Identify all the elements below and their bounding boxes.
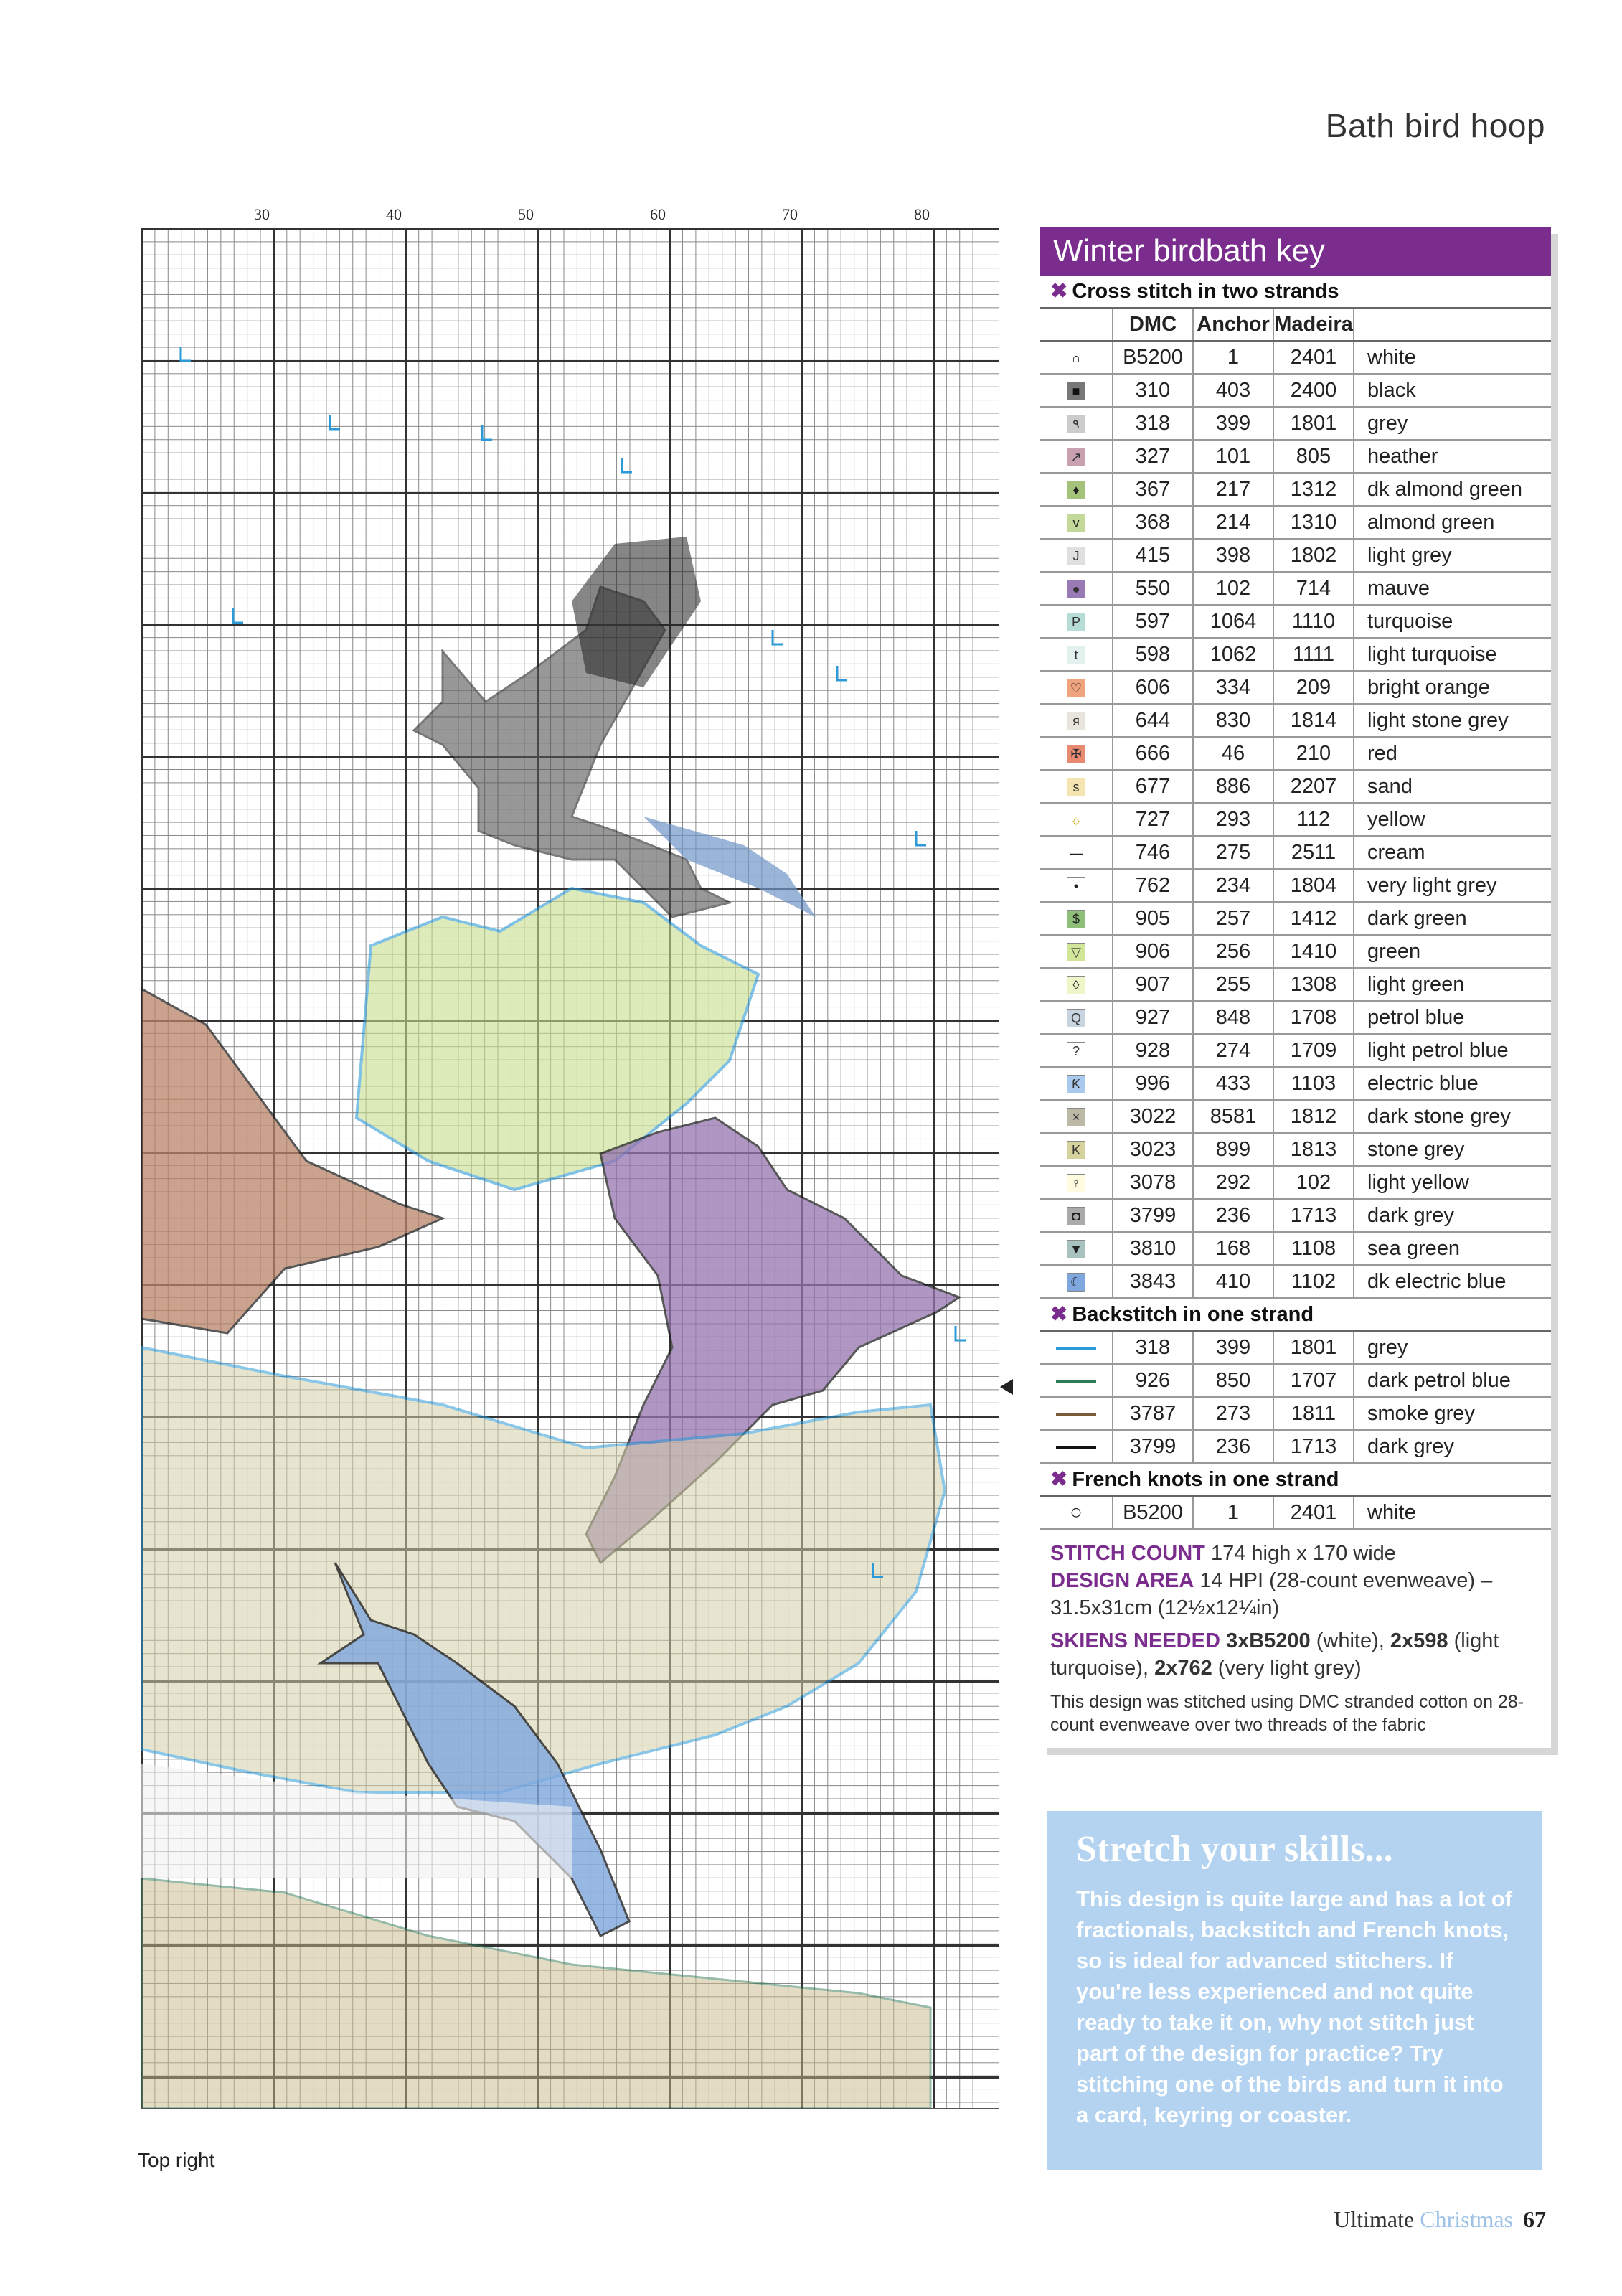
anchor-cell: 899: [1193, 1133, 1273, 1166]
colour-name-cell: yellow: [1354, 803, 1551, 836]
colour-name-cell: bright orange: [1354, 671, 1551, 704]
dmc-cell: 677: [1113, 770, 1193, 803]
colour-name-cell: electric blue: [1354, 1067, 1551, 1100]
colour-name-cell: light grey: [1354, 539, 1551, 572]
colour-name-cell: light yellow: [1354, 1166, 1551, 1199]
col-header: Madeira: [1273, 309, 1354, 341]
dmc-cell: 727: [1113, 803, 1193, 836]
anchor-cell: 293: [1193, 803, 1273, 836]
symbol-cell: [1040, 935, 1113, 968]
footer-brand-b: Christmas: [1420, 2206, 1513, 2232]
stitch-symbol-icon: ↗: [1067, 448, 1085, 466]
dmc-cell: 3799: [1113, 1430, 1193, 1463]
madeira-cell: 1802: [1273, 539, 1354, 572]
anchor-cell: 403: [1193, 374, 1273, 407]
madeira-cell: 1102: [1273, 1265, 1354, 1298]
madeira-cell: 1707: [1273, 1364, 1354, 1397]
key-row: [1040, 1001, 1551, 1034]
stitch-symbol-icon: ٩: [1067, 415, 1085, 433]
colour-name-cell: light stone grey: [1354, 704, 1551, 737]
key-row: [1040, 1265, 1551, 1298]
dmc-cell: 3843: [1113, 1265, 1193, 1298]
stitch-count: STITCH COUNT 174 high x 170 wide: [1050, 1542, 1396, 1565]
madeira-cell: 102: [1273, 1166, 1354, 1199]
backstitch-heading: ✖ Backstitch in one strand: [1040, 1299, 1551, 1332]
key-row: [1040, 1232, 1551, 1265]
colour-name-cell: sand: [1354, 770, 1551, 803]
key-row: [1040, 407, 1551, 440]
stitch-symbol-icon: K: [1067, 1141, 1085, 1159]
anchor-cell: 275: [1193, 836, 1273, 869]
dmc-cell: 3799: [1113, 1199, 1193, 1232]
design-info: [1040, 1530, 1551, 1736]
stitch-symbol-icon: ◘: [1067, 1207, 1085, 1225]
anchor-cell: 257: [1193, 902, 1273, 935]
backstitch-line-icon: [1056, 1413, 1096, 1416]
anchor-cell: 292: [1193, 1166, 1273, 1199]
symbol-cell: [1040, 605, 1113, 638]
colour-name-cell: light turquoise: [1354, 638, 1551, 671]
colour-name-cell: dark grey: [1354, 1199, 1551, 1232]
madeira-cell: 112: [1273, 803, 1354, 836]
anchor-cell: 399: [1193, 1332, 1273, 1364]
stitch-symbol-icon: ♀: [1067, 1174, 1085, 1192]
key-row: [1040, 671, 1551, 704]
madeira-cell: 2401: [1273, 1497, 1354, 1529]
key-row: [1040, 1100, 1551, 1133]
stitch-symbol-icon: ∩: [1067, 349, 1085, 367]
symbol-cell: [1040, 1166, 1113, 1199]
madeira-cell: 1811: [1273, 1397, 1354, 1430]
madeira-cell: 1713: [1273, 1430, 1354, 1463]
col-header: DMC: [1113, 309, 1193, 341]
key-row: [1040, 968, 1551, 1001]
anchor-cell: 8581: [1193, 1100, 1273, 1133]
dmc-cell: 762: [1113, 869, 1193, 902]
backstitch-line-icon: [1056, 1347, 1096, 1350]
stitch-symbol-icon: ?: [1067, 1042, 1085, 1060]
stitch-symbol-icon: Q: [1067, 1009, 1085, 1027]
column-number: 70: [782, 205, 798, 223]
key-row: [1040, 737, 1551, 770]
anchor-cell: 1062: [1193, 638, 1273, 671]
dmc-cell: 927: [1113, 1001, 1193, 1034]
cross-stitch-chart-grid: [141, 228, 999, 2109]
colour-name-cell: grey: [1354, 407, 1551, 440]
table-header-row: [1040, 309, 1551, 341]
colour-name-cell: smoke grey: [1354, 1397, 1551, 1430]
stitch-symbol-icon: •: [1067, 877, 1085, 895]
stitch-symbol-icon: ♡: [1067, 679, 1085, 697]
stitch-symbol-icon: $: [1067, 910, 1085, 928]
key-row: [1040, 473, 1551, 506]
key-row: [1040, 803, 1551, 836]
symbol-cell: [1040, 341, 1113, 374]
column-number: 80: [914, 205, 930, 223]
symbol-cell: [1040, 407, 1113, 440]
colour-name-cell: dark stone grey: [1354, 1100, 1551, 1133]
key-row: [1040, 704, 1551, 737]
madeira-cell: 1110: [1273, 605, 1354, 638]
anchor-cell: 46: [1193, 737, 1273, 770]
stitch-symbol-icon: ◊: [1067, 976, 1085, 994]
dmc-cell: 598: [1113, 638, 1193, 671]
anchor-cell: 101: [1193, 440, 1273, 473]
dmc-cell: 318: [1113, 407, 1193, 440]
page-number: 67: [1523, 2206, 1546, 2232]
stitch-symbol-icon: ✠: [1067, 745, 1085, 763]
dmc-cell: 996: [1113, 1067, 1193, 1100]
tip-box: [1047, 1811, 1542, 2170]
backstitch-line-icon: [1056, 1446, 1096, 1449]
key-row: [1040, 1034, 1551, 1067]
tip-title: Stretch your skills...: [1076, 1829, 1393, 1870]
madeira-cell: 2207: [1273, 770, 1354, 803]
anchor-cell: 256: [1193, 935, 1273, 968]
anchor-cell: 236: [1193, 1199, 1273, 1232]
dmc-cell: 3078: [1113, 1166, 1193, 1199]
dmc-cell: 327: [1113, 440, 1193, 473]
dark-bird-wing: [572, 537, 701, 687]
madeira-cell: 1310: [1273, 506, 1354, 539]
key-row: [1040, 902, 1551, 935]
dmc-cell: 415: [1113, 539, 1193, 572]
stitch-symbol-icon: я: [1067, 712, 1085, 730]
backstitch-table: [1040, 1332, 1551, 1464]
anchor-cell: 273: [1193, 1397, 1273, 1430]
key-row: [1040, 374, 1551, 407]
colour-name-cell: white: [1354, 341, 1551, 374]
footer-brand-a: Ultimate: [1334, 2206, 1415, 2232]
key-row: [1040, 605, 1551, 638]
chart-motifs: [141, 228, 999, 2108]
anchor-cell: 274: [1193, 1034, 1273, 1067]
symbol-cell: [1040, 1232, 1113, 1265]
colour-name-cell: mauve: [1354, 572, 1551, 605]
birdbath-basin: [141, 1347, 945, 1792]
stitch-symbol-icon: ѕ: [1067, 778, 1085, 796]
key-row: [1040, 506, 1551, 539]
colour-name-cell: heather: [1354, 440, 1551, 473]
anchor-cell: 433: [1193, 1067, 1273, 1100]
stitch-symbol-icon: ☾: [1067, 1273, 1085, 1292]
stitch-symbol-icon: J: [1067, 547, 1085, 565]
key-row: [1040, 1332, 1551, 1364]
madeira-cell: 2401: [1273, 341, 1354, 374]
madeira-cell: 1814: [1273, 704, 1354, 737]
colour-name-cell: stone grey: [1354, 1133, 1551, 1166]
anchor-cell: 168: [1193, 1232, 1273, 1265]
anchor-cell: 214: [1193, 506, 1273, 539]
symbol-cell: [1040, 1100, 1113, 1133]
colour-name-cell: white: [1354, 1497, 1551, 1529]
stitch-symbol-icon: ●: [1067, 580, 1085, 598]
symbol-cell: [1040, 539, 1113, 572]
dmc-cell: 666: [1113, 737, 1193, 770]
french-knots-heading: ✖ French knots in one strand: [1040, 1464, 1551, 1497]
madeira-cell: 1708: [1273, 1001, 1354, 1034]
key-row: [1040, 539, 1551, 572]
symbol-cell: [1040, 638, 1113, 671]
symbol-cell: [1040, 704, 1113, 737]
madeira-cell: 805: [1273, 440, 1354, 473]
colour-name-cell: dk almond green: [1354, 473, 1551, 506]
colour-name-cell: very light grey: [1354, 869, 1551, 902]
colour-name-cell: cream: [1354, 836, 1551, 869]
symbol-cell: [1040, 1364, 1113, 1397]
symbol-cell: [1040, 1199, 1113, 1232]
section-title: Bath bird hoop: [1325, 107, 1545, 144]
symbol-cell: [1040, 1397, 1113, 1430]
french-knot-icon: ○: [1070, 1500, 1083, 1524]
symbol-cell: [1040, 671, 1113, 704]
symbol-cell: [1040, 1332, 1113, 1364]
madeira-cell: 1312: [1273, 473, 1354, 506]
anchor-cell: 236: [1193, 1430, 1273, 1463]
dmc-cell: 907: [1113, 968, 1193, 1001]
page-footer: [1334, 2206, 1546, 2233]
colour-name-cell: almond green: [1354, 506, 1551, 539]
colour-name-cell: light petrol blue: [1354, 1034, 1551, 1067]
anchor-cell: 886: [1193, 770, 1273, 803]
dmc-cell: 3787: [1113, 1397, 1193, 1430]
stitch-symbol-icon: ♦: [1067, 481, 1085, 499]
key-row: [1040, 1067, 1551, 1100]
madeira-cell: 210: [1273, 737, 1354, 770]
key-row: [1040, 341, 1551, 374]
column-number: 60: [650, 205, 666, 223]
symbol-cell: [1040, 902, 1113, 935]
key-row: [1040, 869, 1551, 902]
anchor-cell: 1: [1193, 341, 1273, 374]
madeira-cell: 1103: [1273, 1067, 1354, 1100]
anchor-cell: 410: [1193, 1265, 1273, 1298]
dmc-cell: 3023: [1113, 1133, 1193, 1166]
madeira-cell: 1801: [1273, 407, 1354, 440]
madeira-cell: 1410: [1273, 935, 1354, 968]
dark-bird-body: [414, 587, 730, 917]
colour-name-cell: black: [1354, 374, 1551, 407]
stitch-symbol-icon: P: [1067, 613, 1085, 631]
stitch-symbol-icon: ▼: [1067, 1240, 1085, 1258]
stitch-symbol-icon: ■: [1067, 382, 1085, 400]
stitch-symbol-icon: ▽: [1067, 943, 1085, 961]
stitch-symbol-icon: v: [1067, 514, 1085, 532]
french-knots-table: [1040, 1497, 1551, 1530]
stitch-symbol-icon: ☼: [1067, 811, 1085, 829]
anchor-cell: 255: [1193, 968, 1273, 1001]
anchor-cell: 102: [1193, 572, 1273, 605]
symbol-cell: [1040, 968, 1113, 1001]
skeins-needed: SKIENS NEEDED 3xB5200 (white), 2x598 (light turquoise), 2x762 (very light grey): [1050, 1629, 1499, 1680]
symbol-cell: [1040, 1034, 1113, 1067]
stitch-symbol-icon: ×: [1067, 1108, 1085, 1126]
key-row: [1040, 836, 1551, 869]
dmc-cell: 746: [1113, 836, 1193, 869]
madeira-cell: 1713: [1273, 1199, 1354, 1232]
anchor-cell: 399: [1193, 407, 1273, 440]
key-row: [1040, 1364, 1551, 1397]
backstitch-line-icon: [1056, 1380, 1096, 1383]
colour-name-cell: red: [1354, 737, 1551, 770]
key-row: [1040, 1166, 1551, 1199]
key-row: [1040, 770, 1551, 803]
symbol-cell: [1040, 1001, 1113, 1034]
fabric-note: This design was stitched using DMC stranded cotton on 28-count evenweave over two threads of the fabric: [1050, 1692, 1524, 1735]
bottom-grass: [141, 1878, 930, 2108]
anchor-cell: 1064: [1193, 605, 1273, 638]
symbol-cell: [1040, 1430, 1113, 1463]
key-panel: [1040, 227, 1551, 1748]
cross-icon: ✖: [1050, 1303, 1068, 1326]
key-row: [1040, 935, 1551, 968]
colour-name-cell: dark grey: [1354, 1430, 1551, 1463]
dmc-cell: 318: [1113, 1332, 1193, 1364]
dmc-cell: 3022: [1113, 1100, 1193, 1133]
anchor-cell: 848: [1193, 1001, 1273, 1034]
colour-name-cell: turquoise: [1354, 605, 1551, 638]
stitch-symbol-icon: Ƙ: [1067, 1075, 1085, 1093]
key-row: [1040, 1397, 1551, 1430]
anchor-cell: 850: [1193, 1364, 1273, 1397]
madeira-cell: 2400: [1273, 374, 1354, 407]
anchor-cell: 217: [1193, 473, 1273, 506]
symbol-cell: [1040, 803, 1113, 836]
key-row: [1040, 1133, 1551, 1166]
dmc-cell: 906: [1113, 935, 1193, 968]
dmc-cell: 550: [1113, 572, 1193, 605]
anchor-cell: 234: [1193, 869, 1273, 902]
key-row: [1040, 1199, 1551, 1232]
symbol-cell: [1040, 506, 1113, 539]
col-header: Anchor: [1193, 309, 1273, 341]
key-row: [1040, 638, 1551, 671]
madeira-cell: 2511: [1273, 836, 1354, 869]
chart-caption: Top right: [138, 2149, 215, 2171]
dmc-cell: B5200: [1113, 1497, 1193, 1529]
symbol-cell: [1040, 440, 1113, 473]
symbol-cell: [1040, 1067, 1113, 1100]
dmc-cell: 928: [1113, 1034, 1193, 1067]
madeira-cell: 1801: [1273, 1332, 1354, 1364]
symbol-cell: [1040, 836, 1113, 869]
symbol-cell: [1040, 869, 1113, 902]
colour-name-cell: petrol blue: [1354, 1001, 1551, 1034]
madeira-cell: 1804: [1273, 869, 1354, 902]
madeira-cell: 1813: [1273, 1133, 1354, 1166]
dmc-cell: 597: [1113, 605, 1193, 638]
key-row: [1040, 440, 1551, 473]
dmc-cell: B5200: [1113, 341, 1193, 374]
column-number: 30: [254, 205, 270, 223]
dmc-cell: 367: [1113, 473, 1193, 506]
symbol-cell: [1040, 473, 1113, 506]
madeira-cell: 1111: [1273, 638, 1354, 671]
madeira-cell: 1812: [1273, 1100, 1354, 1133]
anchor-cell: 1: [1193, 1497, 1273, 1529]
key-row: [1040, 1497, 1551, 1529]
madeira-cell: 1308: [1273, 968, 1354, 1001]
symbol-cell: [1040, 737, 1113, 770]
anchor-cell: 334: [1193, 671, 1273, 704]
cross-icon: ✖: [1050, 280, 1068, 303]
key-title: Winter birdbath key: [1040, 227, 1551, 276]
dmc-cell: 926: [1113, 1364, 1193, 1397]
key-row: [1040, 1430, 1551, 1463]
key-row: [1040, 572, 1551, 605]
column-number: 40: [386, 205, 402, 223]
symbol-cell: [1040, 1497, 1113, 1529]
madeira-cell: 1412: [1273, 902, 1354, 935]
dmc-cell: 606: [1113, 671, 1193, 704]
design-area: DESIGN AREA 14 HPI (28-count evenweave) – 31.5x31cm (12½x12¼in): [1050, 1569, 1493, 1619]
colour-name-cell: grey: [1354, 1332, 1551, 1364]
symbol-cell: [1040, 572, 1113, 605]
symbol-cell: [1040, 1133, 1113, 1166]
colour-name-cell: dk electric blue: [1354, 1265, 1551, 1298]
stitch-symbol-icon: t: [1067, 646, 1085, 664]
colour-name-cell: dark petrol blue: [1354, 1364, 1551, 1397]
center-arrow-marker: [1000, 1379, 1013, 1395]
cross-stitch-table: [1040, 309, 1551, 1299]
dmc-cell: 368: [1113, 506, 1193, 539]
colour-name-cell: sea green: [1354, 1232, 1551, 1265]
cross-icon: ✖: [1050, 1468, 1068, 1491]
madeira-cell: 1709: [1273, 1034, 1354, 1067]
dmc-cell: 905: [1113, 902, 1193, 935]
anchor-cell: 398: [1193, 539, 1273, 572]
cross-stitch-heading: ✖ Cross stitch in two strands: [1040, 276, 1551, 309]
madeira-cell: 714: [1273, 572, 1354, 605]
stitch-symbol-icon: —: [1067, 844, 1085, 862]
symbol-cell: [1040, 1265, 1113, 1298]
madeira-cell: 209: [1273, 671, 1354, 704]
tip-body: This design is quite large and has a lot of fractionals, backstitch and French knots, so is ideal for advanced stitchers. If you're less experienced and not quite ready to take it on, why not stitch just part of the design for practice? Try stitching one of the birds and turn it into a card, keyring or coaster.: [1076, 1886, 1513, 2127]
anchor-cell: 830: [1193, 704, 1273, 737]
symbol-cell: [1040, 770, 1113, 803]
colour-name-cell: dark green: [1354, 902, 1551, 935]
symbol-cell: [1040, 374, 1113, 407]
colour-name-cell: light green: [1354, 968, 1551, 1001]
colour-name-cell: green: [1354, 935, 1551, 968]
dmc-cell: 3810: [1113, 1232, 1193, 1265]
dmc-cell: 644: [1113, 704, 1193, 737]
madeira-cell: 1108: [1273, 1232, 1354, 1265]
dmc-cell: 310: [1113, 374, 1193, 407]
column-number: 50: [518, 205, 534, 223]
